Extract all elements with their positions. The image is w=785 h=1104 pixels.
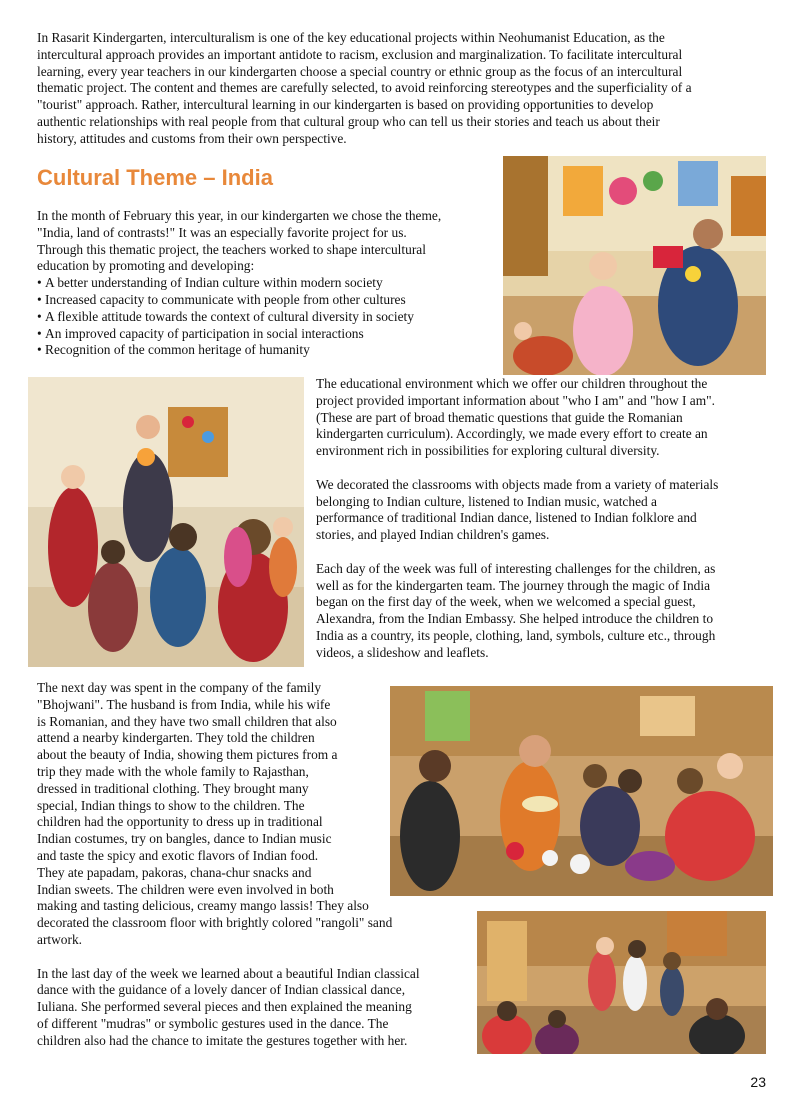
goal-item: • A flexible attitude towards the context of cultural diversity in society xyxy=(37,309,502,326)
section2 xyxy=(316,376,778,662)
goal-item: • Increased capacity to communicate with people from other cultures xyxy=(37,292,502,309)
section1-paragraph: In the month of February this year, in our kindergarten we chose the theme, "India, land of contrasts!" It was an especially favorite project for us. Through this thematic project, the teachers worked to shape intercultural education by promoting and developing: xyxy=(37,208,442,274)
goal-item: • An improved capacity of participation in social interactions xyxy=(37,326,502,343)
page-number: 23 xyxy=(750,1074,766,1090)
intro-paragraph: In Rasarit Kindergarten, interculturalism is one of the key educational projects within Neohumanist Education, as the intercultural approach provides an important antidote to racism, exclusion and marginalization. To facilitate intercultural learning, every year teachers in our kindergarten choose a special country or ethnic group as the focus of an intercultural thematic project. The content and themes are carefully selected, to avoid reinforcing stereotypes and the superficiality of a "tourist" approach. Rather, intercultural learning in our kindergarten is based on providing opportunities to develop authentic relationships with real people from that cultural group who can tell us their stories and teach us about their history, attitudes and customs from their own perspective. xyxy=(37,30,692,146)
goal-item: • Recognition of the common heritage of humanity xyxy=(37,342,502,359)
environment-paragraph: The educational environment which we offer our children throughout the project provided important information about "who I am" and "how I am". (These are part of broad thematic questions that guide the Romanian kindergarten curriculum). Accordingly, we made every effort to create an environment rich in possibilities for exploring cultural diversity. xyxy=(316,376,715,459)
section1 xyxy=(37,208,502,359)
decorations-paragraph: We decorated the classrooms with objects made from a variety of materials belonging to Indian culture, listened to Indian music, watched a performance of traditional Indian dance, listened to Indian folklore and stories, and played Indian children's games. xyxy=(316,476,719,543)
goal-item: • A better understanding of Indian culture within modern society xyxy=(37,275,502,292)
photo-guest-with-child xyxy=(503,156,766,375)
photo-dance-class xyxy=(477,911,766,1054)
dance-paragraph: In the last day of the week we learned about a beautiful Indian classical dance with the guidance of a lovely dancer of Indian classical dance, Iuliana. She performed several pieces and then explained the meaning of different "mudras" or symbolic gestures used in the dance. The children also had the chance to imitate the gestures together with her. xyxy=(37,965,420,1048)
family-visit-paragraph: The next day was spent in the company of the family "Bhojwani". The husband is from India, while his wife is Romanian, and they have two small children that also attend a nearby kindergarten. They told the children about the beauty of India, showing them pictures from a trip they made with the whole family to Rajasthan, dressed in traditional clothing. They brought many special, Indian things to show to the children. The children had the opportunity to dress up in traditional Indian costumes, try on bangles, dance to Indian music and taste the spicy and exotic flavors of Indian food. They ate papadam, pakoras, chana-chur snacks and Indian sweets. The children were even involved in both making and tasting delicious, creamy mango lassis! They also decorated the classroom floor with brightly colored "rangoli" sand artwork. xyxy=(37,680,393,947)
first-day-paragraph: Each day of the week was full of interesting challenges for the children, as well as for the kindergarten team. The journey through the magic of India began on the first day of the week, when we welcomed a special guest, Alexandra, from the Indian Embassy. She helped introduce the children to India as a country, its people, clothing, land, symbols, culture etc., through videos, a slideshow and leaflets. xyxy=(316,560,716,660)
section-heading: Cultural Theme – India xyxy=(37,165,273,190)
photo-children-dancing xyxy=(28,377,304,667)
goals-list xyxy=(37,275,502,359)
section3 xyxy=(37,680,507,1050)
